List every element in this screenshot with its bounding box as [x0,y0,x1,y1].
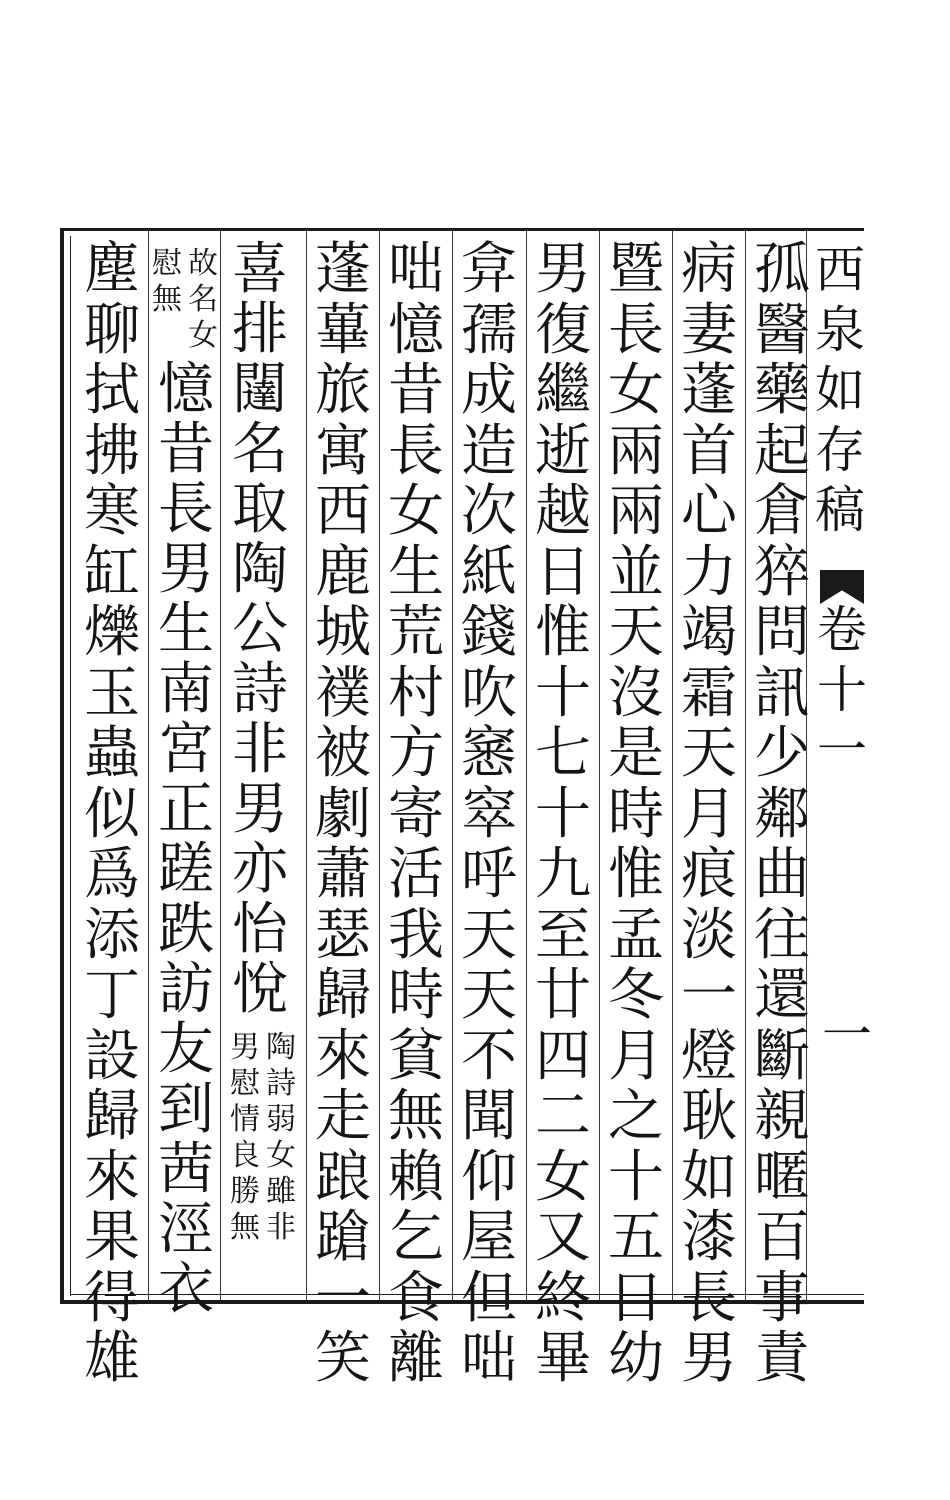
text-character: 慰 [152,246,182,281]
text-character: 首 [681,418,737,484]
text-character: 襆 [315,660,371,726]
text-character: 十 [535,660,591,726]
text-character: 賴 [388,1144,444,1210]
text-character: 時 [608,781,664,847]
text-character: 詩 [232,657,288,722]
margin-page-number: 一 [822,1006,872,1064]
text-character: 涇 [158,1197,214,1262]
text-character: 藥 [754,358,810,423]
text-character: 衣 [158,1257,214,1322]
text-character: 復 [535,297,591,363]
text-column-9 [150,357,222,1322]
text-character: 十 [817,661,867,719]
text-character: 男 [230,1030,260,1065]
text-character: 慰 [230,1066,260,1101]
text-character: 蕭 [315,842,371,907]
text-character: 來 [84,1144,140,1210]
text-character: 月 [608,1023,664,1089]
text-character: 鄰 [754,781,810,847]
text-character: 女 [608,358,664,423]
text-character: 暱 [754,1144,810,1210]
text-column-6 [380,237,452,1391]
text-character: 離 [388,1326,444,1391]
annotation-note-left [228,1030,262,1246]
text-character: 但 [461,1265,517,1331]
text-character: 窸 [461,721,517,786]
text-character: 幼 [608,1326,664,1391]
text-character: 友 [158,1017,214,1082]
text-character: 不 [461,1023,517,1089]
text-character: 長 [681,1265,737,1331]
text-character: 咄 [388,237,444,302]
text-character: 果 [84,1205,140,1270]
text-character: 女 [535,1144,591,1210]
text-character: 生 [158,597,214,662]
text-character: 蹉 [158,837,214,902]
text-character: 月 [681,781,737,847]
annotation-note-right [186,246,220,354]
text-character: 玉 [84,660,140,726]
text-character: 拂 [84,418,140,484]
text-character: 並 [608,539,664,605]
text-character: 良 [230,1138,260,1173]
text-character: 寓 [315,418,371,484]
text-character: 兩 [608,479,664,544]
text-character: 問 [754,600,810,665]
text-character: 旅 [315,358,371,423]
text-character: 生 [388,539,444,605]
text-column-1 [746,237,818,1391]
text-character: 男 [535,237,591,302]
text-character: 天 [608,600,664,665]
text-character: 是 [608,721,664,786]
text-character: 蓬 [681,358,737,423]
text-character: 猝 [754,539,810,605]
margin-book-title [810,240,870,540]
text-character: 亦 [232,837,288,902]
text-character: 起 [754,418,810,484]
text-character: 拭 [84,358,140,423]
text-character: 十 [608,1144,664,1210]
text-character: 走 [315,1084,371,1149]
text-character: 寄 [388,781,444,847]
text-character: 之 [608,1084,664,1149]
text-character: 二 [535,1084,591,1149]
text-character: 惟 [535,600,591,665]
text-character: 長 [608,297,664,363]
text-character: 排 [232,297,288,362]
text-character: 耿 [681,1084,737,1149]
text-character: 無 [388,1084,444,1149]
text-character: 陶 [232,537,288,602]
text-character: 悅 [232,957,288,1022]
text-column-4 [527,237,599,1391]
text-character: 訊 [754,660,810,726]
text-character: 憶 [388,297,444,363]
text-character: 仰 [461,1144,517,1210]
text-character: 逝 [535,418,591,484]
text-character: 似 [84,781,140,847]
text-character: 蹌 [315,1205,371,1270]
text-character: 來 [315,1023,371,1089]
inner-border-line [70,236,71,1296]
text-character: 冬 [608,963,664,1028]
text-character: 窣 [461,781,517,847]
text-character: 設 [84,1023,140,1089]
text-character: 親 [754,1084,810,1149]
text-character: 日 [535,539,591,605]
text-character: 名 [188,282,218,317]
text-character: 貧 [388,1023,444,1089]
text-character: 日 [608,1265,664,1331]
text-character: 畢 [535,1326,591,1391]
text-character: 劇 [315,781,371,847]
text-character: 如 [681,1144,737,1210]
text-character: 霜 [681,660,737,726]
text-character: 食 [388,1265,444,1331]
text-character: 南 [158,657,214,722]
text-character: 少 [754,721,810,786]
text-character: 情 [230,1102,260,1137]
text-character: 塵 [84,237,140,302]
text-character: 鹿 [315,539,371,605]
text-character: 非 [232,717,288,782]
text-character: 一 [681,963,737,1028]
text-character: 女 [266,1138,296,1173]
text-character: 方 [388,721,444,786]
text-character: 西 [315,479,371,544]
text-character: 孤 [754,237,810,302]
text-character: 稿 [815,481,865,539]
text-character: 弱 [266,1102,296,1137]
text-character: 得 [84,1265,140,1331]
text-character: 沒 [608,660,664,726]
text-character: 乞 [388,1205,444,1270]
text-character: 缸 [84,539,140,605]
text-character: 名 [232,417,288,482]
text-character: 終 [535,1265,591,1331]
text-character: 百 [754,1205,810,1270]
text-character: 一 [817,721,867,779]
text-character: 爲 [84,842,140,907]
text-character: 心 [681,479,737,544]
text-character: 蓬 [315,237,371,302]
text-character: 錢 [461,600,517,665]
text-character: 孺 [461,297,517,363]
text-character: 歸 [84,1084,140,1149]
text-character: 成 [461,358,517,423]
text-character: 病 [681,237,737,302]
text-character: 女 [188,318,218,353]
text-character: 痕 [681,842,737,907]
text-character: 廿 [535,963,591,1028]
text-character: 非 [266,1210,296,1245]
text-character: 聞 [461,1084,517,1149]
text-character: 無 [230,1210,260,1245]
text-character: 我 [388,902,444,968]
text-character: 活 [388,842,444,907]
text-character: 斷 [754,1023,810,1089]
text-character: 倉 [754,479,810,544]
text-character: 憶 [158,357,214,422]
text-character: 至 [535,902,591,968]
text-character: 天 [681,721,737,786]
text-character: 天 [461,963,517,1028]
text-character: 無 [152,282,182,317]
text-character: 蟲 [84,721,140,786]
text-character: 妻 [681,297,737,363]
text-character: 存 [815,421,865,479]
text-character: 漆 [681,1205,737,1270]
text-character: 男 [232,777,288,842]
text-character: 泉 [815,301,865,359]
text-character: 繼 [535,358,591,423]
text-character: 又 [535,1205,591,1270]
text-character: 造 [461,418,517,484]
text-character: 茜 [158,1137,214,1202]
text-character: 男 [681,1326,737,1391]
text-character: 兩 [608,418,664,484]
text-character: 燈 [681,1023,737,1089]
text-character: 丁 [84,963,140,1028]
text-character: 竭 [681,600,737,665]
annotation-note-right [264,1030,298,1246]
text-column-2 [673,237,745,1391]
text-character: 吹 [461,660,517,726]
column-divider [148,231,149,1301]
text-character: 曲 [754,842,810,907]
text-character: 九 [535,842,591,907]
text-character: 正 [158,777,214,842]
text-character: 醫 [754,297,810,363]
text-column-5 [453,237,525,1391]
text-character: 爍 [84,600,140,665]
text-character: 故 [188,246,218,281]
text-character: 宮 [158,717,214,782]
text-character: 咄 [461,1326,517,1391]
text-character: 四 [535,1023,591,1089]
text-character: 蓽 [315,297,371,363]
text-character: 陶 [266,1030,296,1065]
text-character: 寒 [84,479,140,544]
text-character: 闥 [232,357,288,422]
text-character: 荒 [388,600,444,665]
text-column-8 [224,237,296,1022]
text-character: 力 [681,539,737,605]
text-character: 雄 [84,1326,140,1391]
text-character: 昔 [388,358,444,423]
text-character: 孟 [608,902,664,968]
text-character: 呼 [461,842,517,907]
text-character: 卷 [817,601,867,659]
annotation-note-left [150,246,184,318]
text-column-3 [600,237,672,1391]
text-character: 雖 [266,1174,296,1209]
text-character: 西 [815,241,865,299]
text-column-10 [76,237,148,1391]
text-character: 次 [461,479,517,544]
text-character: 勝 [230,1174,260,1209]
text-character: 越 [535,479,591,544]
text-character: 五 [608,1205,664,1270]
text-character: 笑 [315,1326,371,1391]
text-character: 屋 [461,1205,517,1270]
text-character: 公 [232,597,288,662]
text-character: 一 [315,1265,371,1331]
text-character: 喜 [232,237,288,302]
text-character: 到 [158,1077,214,1142]
text-character: 男 [158,537,214,602]
text-character: 城 [315,600,371,665]
text-character: 弇 [461,237,517,302]
text-character: 淡 [681,902,737,968]
text-character: 歸 [315,963,371,1028]
text-character: 十 [535,781,591,847]
text-character: 事 [754,1265,810,1331]
text-character: 女 [388,479,444,544]
text-character: 時 [388,963,444,1028]
text-character: 如 [815,361,865,419]
text-character: 責 [754,1326,810,1391]
text-character: 詩 [266,1066,296,1101]
text-character: 取 [232,477,288,542]
text-character: 村 [388,660,444,726]
text-character: 被 [315,721,371,786]
text-character: 七 [535,721,591,786]
text-character: 長 [388,418,444,484]
text-character: 往 [754,902,810,968]
text-character: 天 [461,902,517,968]
text-character: 還 [754,963,810,1028]
text-character: 紙 [461,539,517,605]
text-character: 踉 [315,1144,371,1210]
text-character: 跌 [158,897,214,962]
text-character: 訪 [158,957,214,1022]
text-character: 惟 [608,842,664,907]
text-character: 怡 [232,897,288,962]
text-character: 添 [84,902,140,968]
text-character: 暨 [608,237,664,302]
text-character: 昔 [158,417,214,482]
text-character: 長 [158,477,214,542]
text-character: 瑟 [315,902,371,968]
text-column-7 [307,237,379,1391]
text-character: 聊 [84,297,140,363]
margin-volume-label [812,600,872,780]
